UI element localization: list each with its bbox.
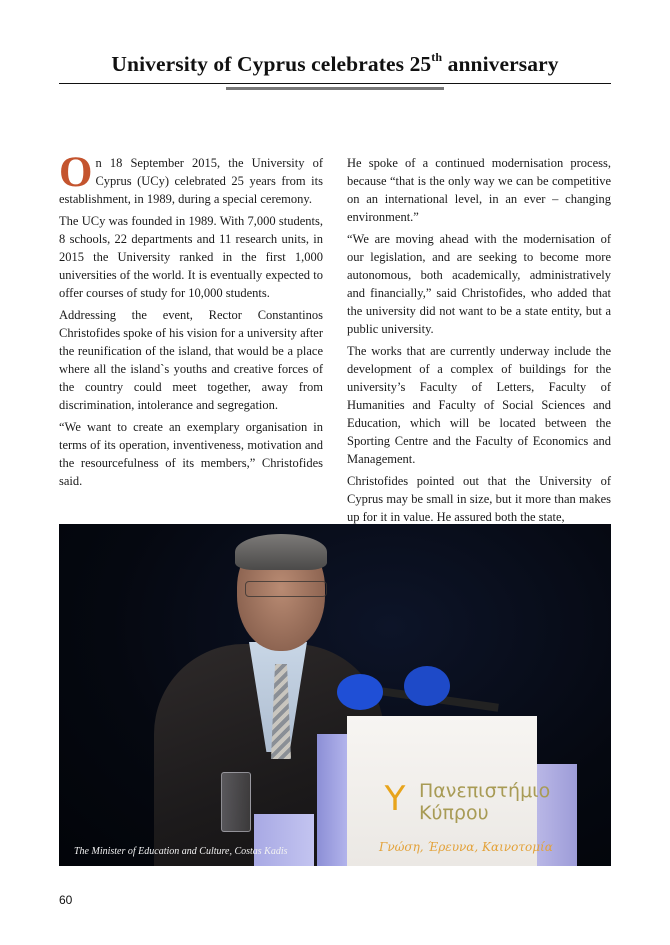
photo-caption: The Minister of Education and Culture, Costas Kadis [74, 846, 288, 857]
microphone-icon [404, 666, 450, 706]
article-title [59, 52, 611, 77]
paragraph: He spoke of a continued modernisation process, because “that is the only way we can be competitive on an international level, in an ever – changing environment.” [347, 156, 611, 224]
paragraph-text: n 18 September 2015, the University of Cyprus (UCy) celebrated 25 years from its establishment, in 1989, during a special ceremony. [59, 156, 323, 206]
paragraph: “We want to create an exemplary organisation in terms of its operation, inventiveness, motivation and the resourcefulness of its members,” Christofides said. [59, 420, 323, 488]
title-superscript: th [431, 50, 443, 64]
page-number: 60 [59, 893, 73, 907]
logo-line-1: Πανεπιστήμιο [419, 780, 551, 802]
paragraph [59, 149, 323, 208]
title-accent-bar [226, 87, 444, 90]
logo-line-2: Κύπρου [419, 802, 489, 824]
water-glass [221, 772, 251, 832]
speaker-glasses [245, 581, 327, 597]
podium-motto: Γνώση, Έρευνα, Καινοτομία [379, 840, 553, 854]
article-photo [59, 524, 611, 866]
podium-left-panel [317, 734, 351, 866]
microphone-icon [337, 674, 383, 710]
podium-logo-text [419, 780, 550, 824]
title-underline [59, 83, 611, 84]
left-column [59, 149, 323, 494]
drop-cap: O [59, 149, 93, 196]
speaker-hair [235, 534, 327, 570]
paragraph: The UCy was founded in 1989. With 7,000 students, 8 schools, 22 departments and 11 research units, in 2015 the University ranked in the first 1,000 universities of the world. It is eventually expected to offer courses of study for 10,000 students. [59, 214, 323, 300]
title-suffix: anniversary [442, 52, 559, 76]
paragraph: Addressing the event, Rector Constantinos Christofides spoke of his vision for a university after the reunification of the island, that would be a place where all the island`s youths and creative forces of the country could meet together, away from discrimination, intolerance and segregation. [59, 308, 323, 412]
right-column [347, 154, 611, 530]
podium-side-block [254, 814, 314, 866]
paragraph: Christofides pointed out that the University of Cyprus may be small in size, but it more than makes up for it in value. He assured both the state, [347, 474, 611, 524]
tree-emblem-icon: Y [384, 779, 406, 819]
title-main: University of Cyprus celebrates 25 [111, 52, 432, 76]
paragraph: The works that are currently underway include the development of a complex of buildings for the university’s Faculty of Letters, Faculty of Humanities and Faculty of Social Sciences and Education, which will be located between the Sporting Centre and the Faculty of Economics and Management. [347, 344, 611, 466]
paragraph: “We are moving ahead with the modernisation of our legislation, and are seeking to become more autonomous, both academically, administratively and financially,” said Christofides, who added that the university did not want to be a state entity, but a public university. [347, 232, 611, 336]
